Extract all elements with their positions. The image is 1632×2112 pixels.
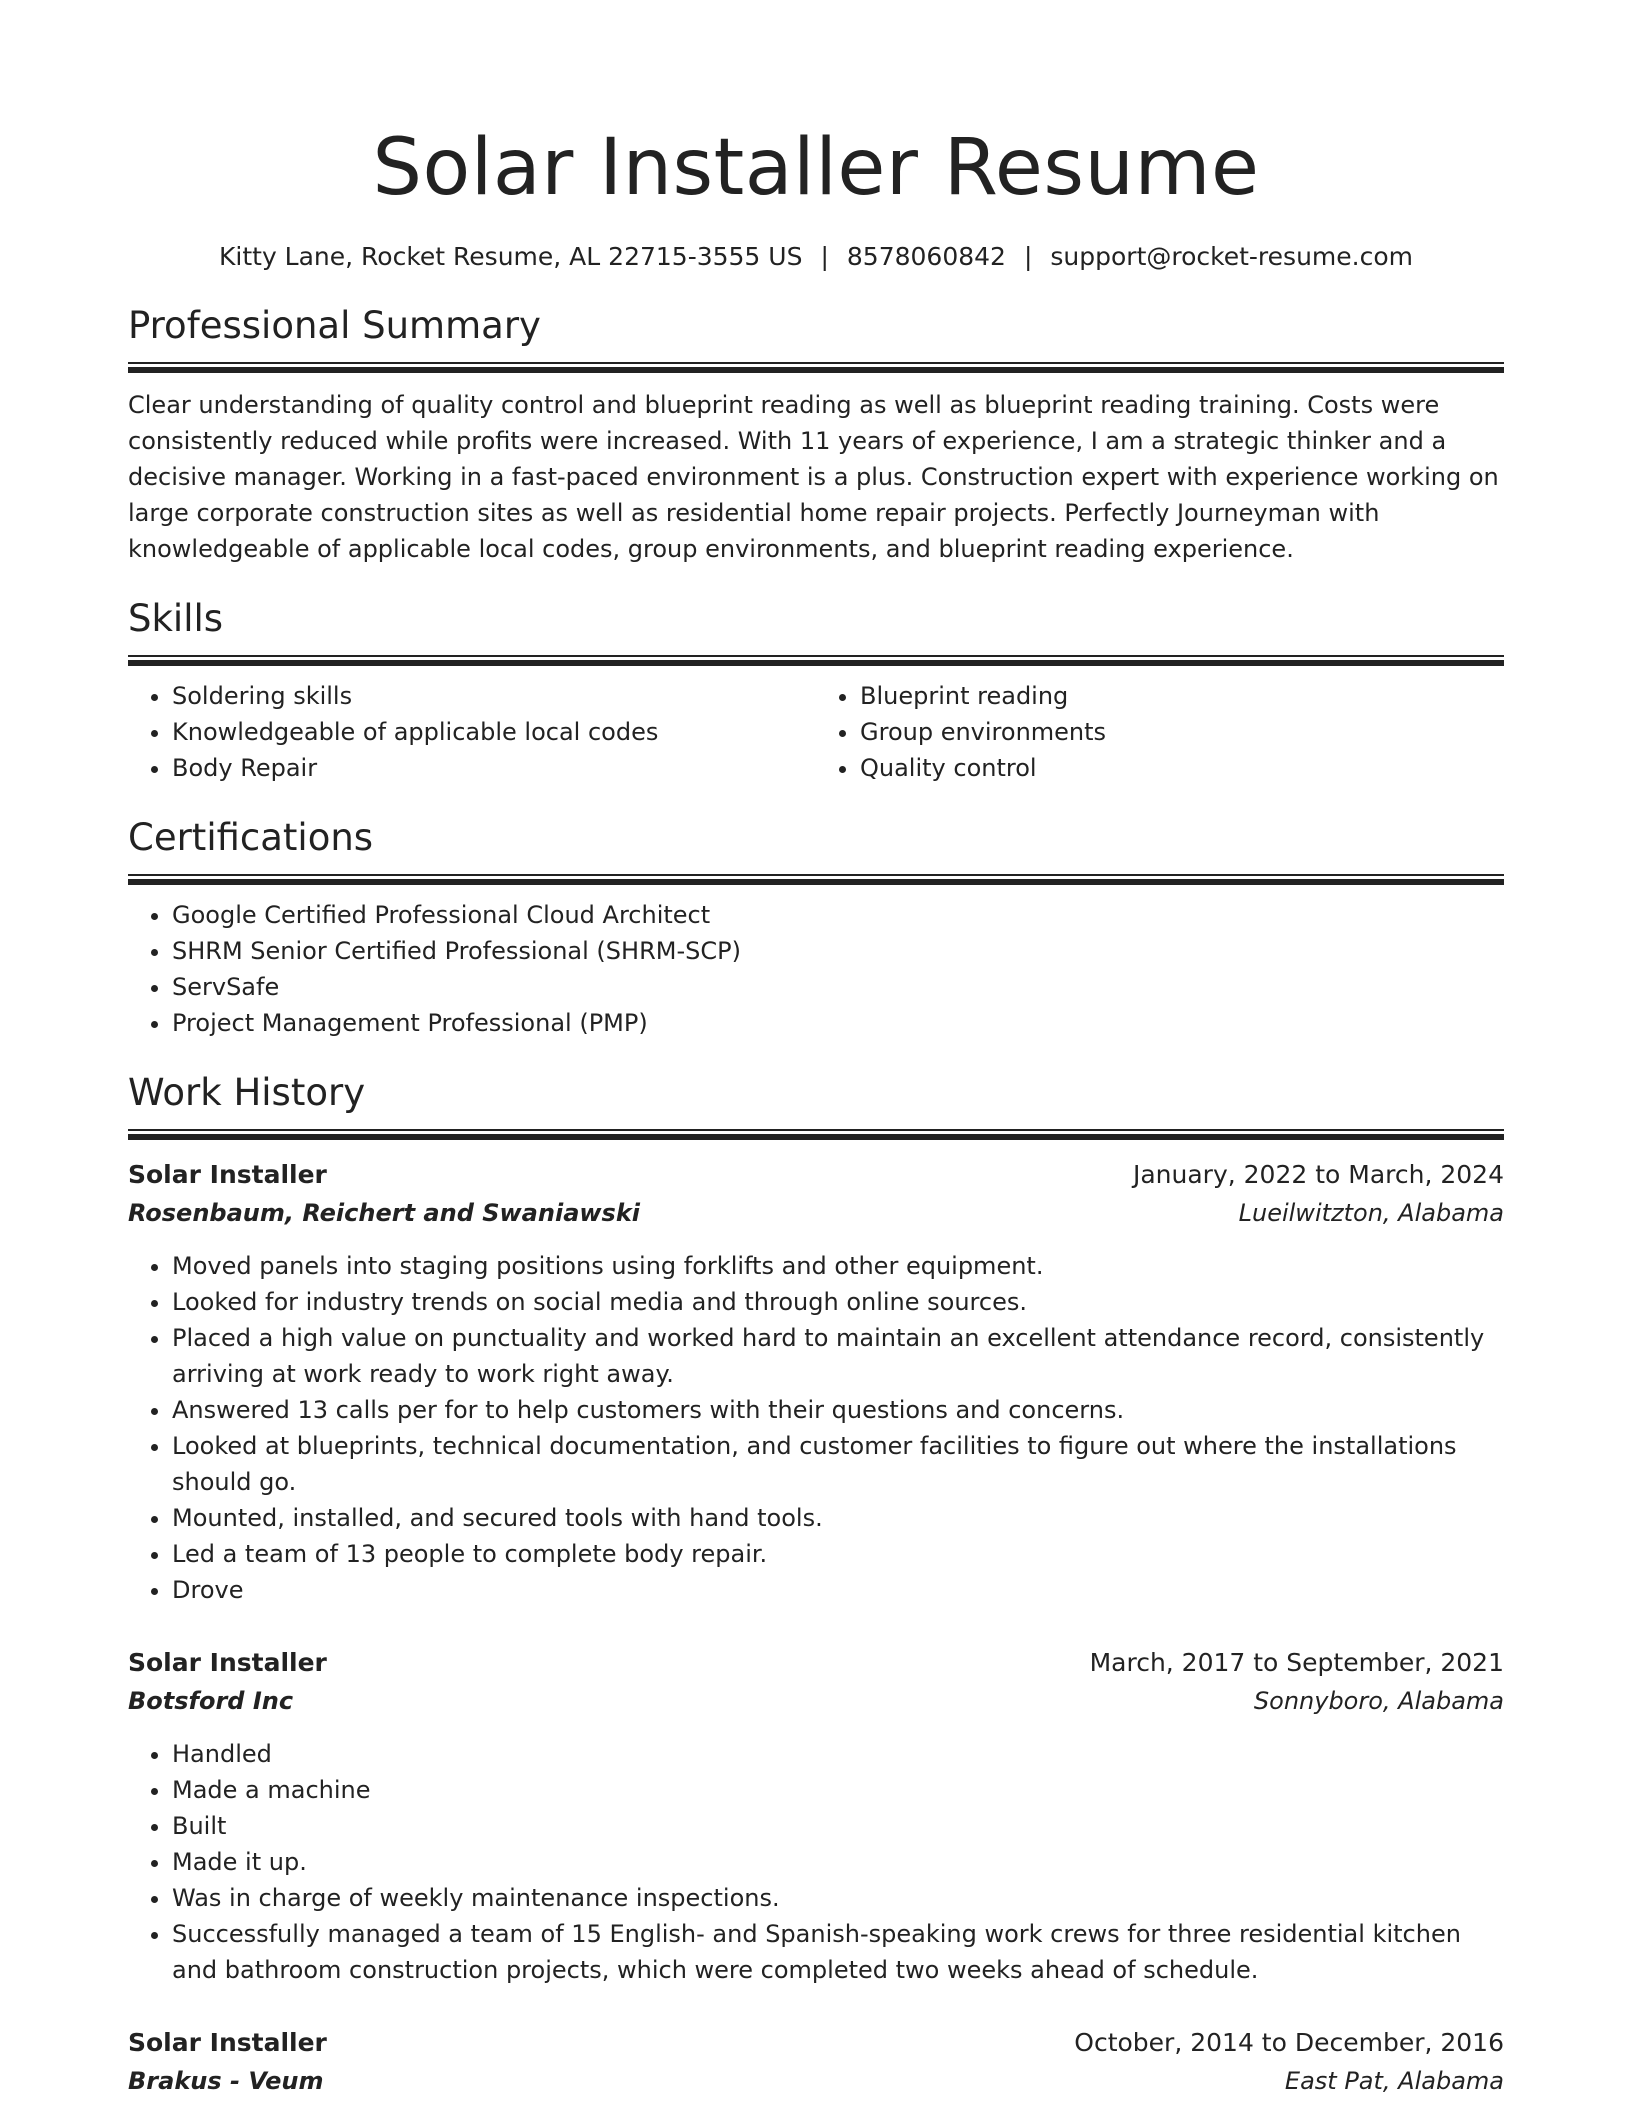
skills-list-left <box>128 678 816 786</box>
job-title: Solar Installer <box>128 2028 327 2057</box>
skill-item: • Knowledgeable of applicable local codes <box>172 714 816 750</box>
job-title: Solar Installer <box>128 1648 327 1677</box>
certifications-section <box>128 816 1504 1041</box>
section-heading: Professional Summary <box>128 304 541 347</box>
job-entry <box>128 1644 1504 1988</box>
job-bullet: • Led a team of 13 people to complete body repair. <box>172 1536 1504 1572</box>
job-bullet: • Moved panels into staging positions using forklifts and other equipment. <box>172 1248 1504 1284</box>
job-bullet: • Made it up. <box>172 1844 1504 1880</box>
job-dates: January, 2022 to March, 2024 <box>1132 1160 1504 1189</box>
job-header <box>128 2024 1504 2062</box>
job-bullet: • Looked for industry trends on social media and through online sources. <box>172 1284 1504 1320</box>
section-divider <box>128 1129 1504 1140</box>
certification-item: • ServSafe <box>172 969 1504 1005</box>
section-divider <box>128 655 1504 666</box>
certification-item: • SHRM Senior Certified Professional (SHRM-SCP) <box>172 933 1504 969</box>
job-location: Sonnyboro, Alabama <box>1253 1687 1504 1715</box>
skill-item: • Blueprint reading <box>860 678 1504 714</box>
section-heading: Work History <box>128 1071 366 1114</box>
job-company: Brakus - Veum <box>128 2067 324 2095</box>
job-bullet: • Mounted, installed, and secured tools with hand tools. <box>172 1500 1504 1536</box>
skills-grid <box>128 666 1504 786</box>
contact-separator: | <box>1023 242 1033 271</box>
job-bullet: • Placed a high value on punctuality and worked hard to maintain an excellent attendance record, consistently arriving at work ready to work right away. <box>172 1320 1504 1392</box>
skill-item: • Body Repair <box>172 750 816 786</box>
skills-section <box>128 597 1504 786</box>
contact-phone: 8578060842 <box>846 242 1006 271</box>
job-header <box>128 1644 1504 1682</box>
job-entry <box>128 1156 1504 1608</box>
contact-address: Kitty Lane, Rocket Resume, AL 22715-3555 US <box>219 242 803 271</box>
page-title: Solar Installer Resume <box>372 123 1260 213</box>
job-location: East Pat, Alabama <box>1284 2067 1504 2095</box>
job-bullet: • Successfully managed a team of 15 English- and Spanish-speaking work crews for three residential kitchen and bathroom construction projects, which were completed two weeks ahead of schedule. <box>172 1916 1504 1988</box>
job-bullet: • Looked at blueprints, technical documentation, and customer facilities to figure out where the installations should go. <box>172 1428 1504 1500</box>
job-dates: March, 2017 to September, 2021 <box>1089 1648 1504 1677</box>
job-bullet: • Answered 13 calls per for to help customers with their questions and concerns. <box>172 1392 1504 1428</box>
summary-text: Clear understanding of quality control and blueprint reading as well as blueprint reading training. Costs were consistently reduced while profits were increased. With 11 years of experience, I am a strategic thinker and a decisive manager. Working in a fast-paced environment is a plus. Construction expert with experience working on large corporate construction sites as well as residential home repair projects. Perfectly Journeyman with knowledgeable of applicable local codes, group environments, and blueprint reading experience. <box>128 391 1499 563</box>
section-divider <box>128 362 1504 373</box>
certification-item: • Google Certified Professional Cloud Architect <box>172 897 1504 933</box>
skill-item: • Quality control <box>860 750 1504 786</box>
contact-email: support@rocket-resume.com <box>1050 242 1413 271</box>
job-subheader <box>128 2062 1504 2100</box>
contact-line <box>128 240 1504 274</box>
certification-item: • Project Management Professional (PMP) <box>172 1005 1504 1041</box>
job-bullets <box>128 1248 1504 1608</box>
certifications-list <box>128 897 1504 1041</box>
summary-section <box>128 304 1504 567</box>
job-bullet: • Made a machine <box>172 1772 1504 1808</box>
job-entry <box>128 2024 1504 2100</box>
section-divider <box>128 874 1504 885</box>
job-location: Lueilwitzton, Alabama <box>1238 1199 1504 1227</box>
skill-item: • Group environments <box>860 714 1504 750</box>
section-heading: Skills <box>128 597 224 640</box>
job-bullet: • Drove <box>172 1572 1504 1608</box>
job-title: Solar Installer <box>128 1160 327 1189</box>
job-company: Rosenbaum, Reichert and Swaniawski <box>128 1199 641 1227</box>
skills-list-right <box>816 678 1504 786</box>
job-subheader <box>128 1682 1504 1720</box>
job-subheader <box>128 1194 1504 1232</box>
job-bullet: • Built <box>172 1808 1504 1844</box>
job-bullet: • Was in charge of weekly maintenance inspections. <box>172 1880 1504 1916</box>
job-bullet: • Handled <box>172 1736 1504 1772</box>
section-heading: Certifications <box>128 816 374 859</box>
job-company: Botsford Inc <box>128 1687 294 1715</box>
job-header <box>128 1156 1504 1194</box>
job-bullets <box>128 1736 1504 1988</box>
contact-separator: | <box>820 242 829 271</box>
work-history-section <box>128 1071 1504 2100</box>
job-dates: October, 2014 to December, 2016 <box>1074 2028 1504 2057</box>
skill-item: • Soldering skills <box>172 678 816 714</box>
